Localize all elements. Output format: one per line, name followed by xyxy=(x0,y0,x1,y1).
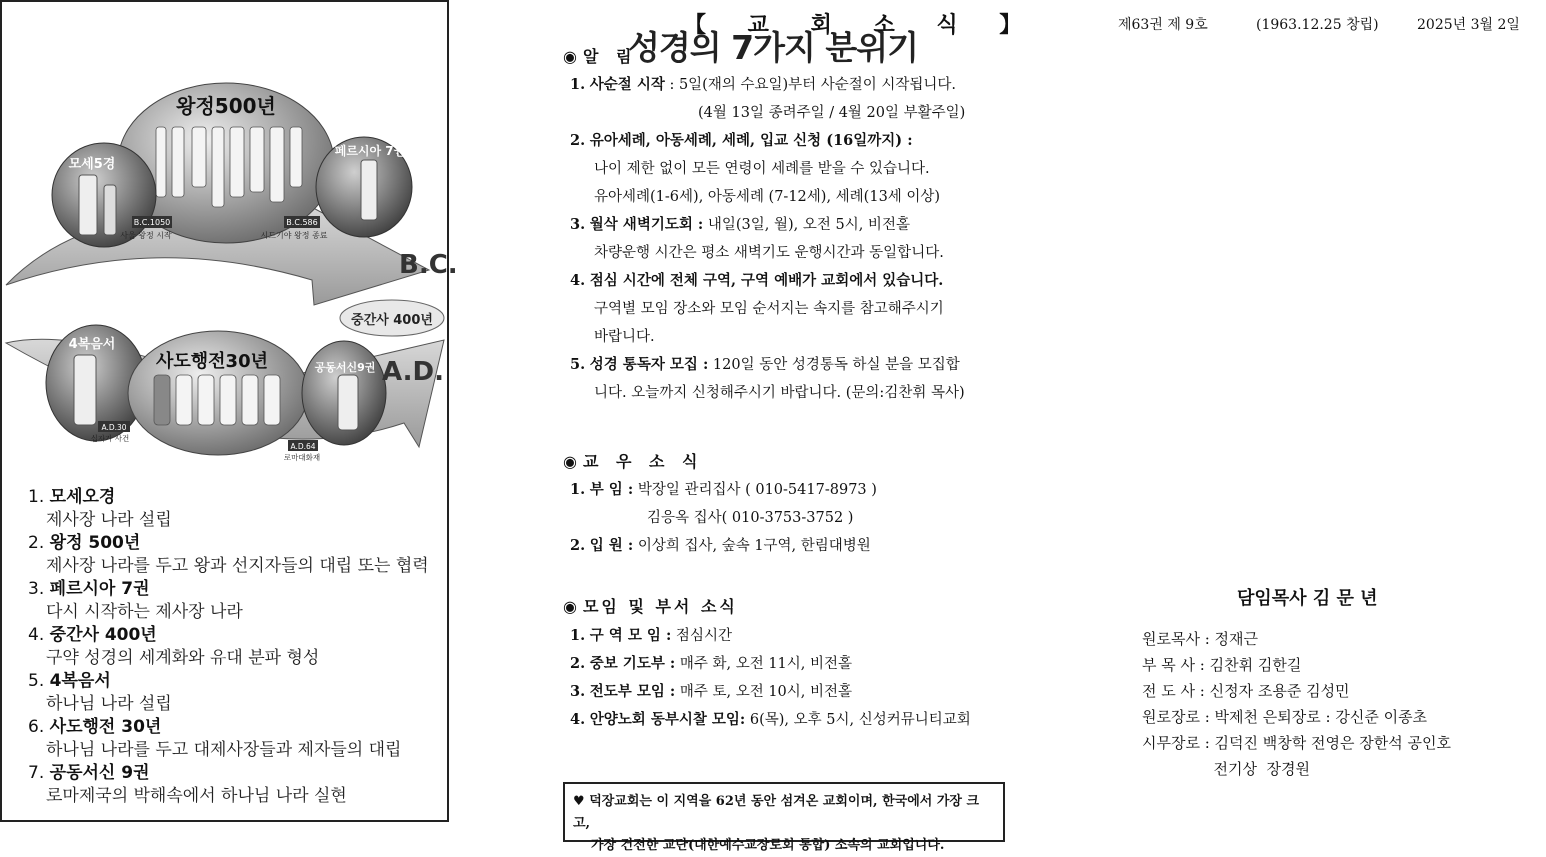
item-title: 성경 통독자 모집 : xyxy=(589,356,709,373)
item-title: 사순절 시작 xyxy=(589,76,665,93)
meeting-item xyxy=(570,622,971,650)
period-number: 7. xyxy=(28,763,45,783)
announcement-item xyxy=(570,351,965,379)
staff-row: 원로장로 : 박제천 은퇴장로 : 강신준 이종초 xyxy=(1142,708,1428,726)
bible-timeline-infographic xyxy=(4,75,458,485)
period-description: 하나님 나라 설립 xyxy=(46,694,172,714)
item-title: 중보 기도부 : xyxy=(589,655,676,672)
tag-bc1050: B.C.1050 xyxy=(133,218,171,227)
period-name: 모세오경 xyxy=(49,487,116,507)
period-number: 4. xyxy=(28,625,45,645)
period-description: 제사장 나라 설립 xyxy=(46,510,172,530)
staff-row: 원로목사 : 정재근 xyxy=(1142,630,1259,648)
period-number: 3. xyxy=(28,579,45,599)
item-number: 3. xyxy=(570,683,586,700)
item-title: 구 역 모 임 : xyxy=(589,627,672,644)
tag-bc586-caption: 시드기야 왕정 종료 xyxy=(260,231,328,240)
staff-row: 시무장로 : 김덕진 백창학 전영은 장한석 공인호 xyxy=(1142,734,1451,752)
period-description: 구약 성경의 세계화와 유대 분파 형성 xyxy=(46,648,320,668)
item-title: 입 원 : xyxy=(589,537,634,554)
item-number: 1. xyxy=(570,627,586,644)
period-number: 2. xyxy=(28,533,45,553)
period-name: 페르시아 7권 xyxy=(49,579,150,599)
period-description: 다시 시작하는 제사장 나라 xyxy=(46,602,243,622)
item-continuation: 구역별 모임 장소와 모임 순서지는 속지를 참고해주시기 xyxy=(594,301,944,317)
item-number: 3. xyxy=(570,216,586,233)
member-item xyxy=(570,476,877,504)
period-item xyxy=(28,578,438,601)
period-item xyxy=(28,762,438,785)
item-number: 2. xyxy=(570,537,586,554)
item-number: 1. xyxy=(570,481,586,498)
acts-label: 사도행전30년 xyxy=(156,351,268,372)
item-title: 전도부 모임 : xyxy=(589,683,676,700)
period-name: 공동서신 9권 xyxy=(49,763,150,783)
heart-icon: ♥ xyxy=(573,794,585,809)
item-continuation: 나이 제한 없이 모든 연령이 세례를 받을 수 있습니다. xyxy=(594,161,930,177)
item-continuation: 니다. 오늘까지 신청해주시기 바랍니다. (문의:김찬휘 목사) xyxy=(594,385,965,401)
intertestament-label: 중간사 400년 xyxy=(351,313,433,328)
gospels-label: 4복음서 xyxy=(68,337,116,352)
persia-label: 페르시아 7권 xyxy=(334,144,406,158)
announcement-item xyxy=(570,127,965,155)
tag-ad64: A.D.64 xyxy=(290,442,316,451)
staff-row: 전기상 장경원 xyxy=(1142,760,1310,778)
issue-date: 2025년 3월 2일 xyxy=(1417,17,1520,33)
members-list xyxy=(570,476,877,560)
item-number: 5. xyxy=(570,356,586,373)
item-text: 박장일 관리집사 ( 010-5417-8973 ) xyxy=(633,482,877,498)
announcements-heading: ◉ 알 림 xyxy=(563,47,638,66)
staff-row: 부 목 사 : 김찬휘 김한길 xyxy=(1142,656,1302,674)
meeting-item xyxy=(570,650,971,678)
item-continuation: 유아세례(1-6세), 아동세례 (7-12세), 세례(13세 이상) xyxy=(594,189,941,205)
item-text: 매주 화, 오전 11시, 비전홀 xyxy=(675,656,853,672)
moses-label: 모세5경 xyxy=(68,157,116,172)
period-item xyxy=(28,624,438,647)
item-title: 부 임 : xyxy=(589,481,634,498)
period-name: 4복음서 xyxy=(49,671,111,691)
period-name: 사도행전 30년 xyxy=(49,717,162,737)
notice-line-1: 덕장교회는 이 지역을 62년 동안 섬겨온 교회이며, 한국에서 가장 크고, xyxy=(573,794,980,831)
announcement-item xyxy=(570,211,965,239)
staff-row: 전 도 사 : 신정자 조용준 김성민 xyxy=(1142,682,1350,700)
item-number: 2. xyxy=(570,132,586,149)
tag-bc1050-caption: 사울 왕정 시작 xyxy=(120,231,172,240)
item-continuation: (4월 13일 종려주일 / 4월 20일 부활주일) xyxy=(698,105,966,121)
item-number: 4. xyxy=(570,711,586,728)
bc-label: B.C. xyxy=(399,250,458,280)
tag-ad30: A.D.30 xyxy=(101,423,127,432)
item-number: 4. xyxy=(570,272,586,289)
period-number: 5. xyxy=(28,671,45,691)
infographic-title: 성경의 7가지 분위기 xyxy=(628,28,918,67)
epistles-label: 공동서신9권 xyxy=(314,361,376,374)
period-name: 중간사 400년 xyxy=(49,625,157,645)
item-text: 매주 토, 오전 10시, 비전홀 xyxy=(675,684,853,700)
meeting-item xyxy=(570,678,971,706)
period-item xyxy=(28,532,438,555)
item-number: 1. xyxy=(570,76,586,93)
meetings-list xyxy=(570,622,971,734)
period-item xyxy=(28,670,438,693)
period-item xyxy=(28,716,438,739)
item-text: 6(목), 오후 5시, 신성커뮤니티교회 xyxy=(745,712,971,728)
period-name: 왕정 500년 xyxy=(49,533,141,553)
church-news-title: 【 교 회 소 식 】 xyxy=(684,12,1039,38)
item-number: 2. xyxy=(570,655,586,672)
tag-ad64-caption: 로마대화재 xyxy=(283,453,321,462)
tag-ad30-caption: 십자가 사건 xyxy=(90,434,130,443)
notice-line-2: 가장 건전한 교단(대한예수교장로회 통합) 소속의 교회입니다. xyxy=(591,838,945,853)
period-item xyxy=(28,486,438,509)
kingdom-label: 왕정500년 xyxy=(176,94,276,118)
period-description: 제사장 나라를 두고 왕과 선지자들의 대립 또는 협력 xyxy=(46,556,429,576)
ad-label: A.D. xyxy=(382,357,444,387)
volume-number: 제63권 제 9호 xyxy=(1118,17,1208,33)
item-text: : 5일(재의 수요일)부터 사순절이 시작됩니다. xyxy=(664,77,957,93)
item-title: 점심 시간에 전체 구역, 구역 예배가 교회에서 있습니다. xyxy=(589,272,944,289)
item-continuation: 김응옥 집사( 010-3753-3752 ) xyxy=(647,510,854,526)
period-description: 하나님 나라를 두고 대제사장들과 제자들의 대립 xyxy=(46,740,402,760)
announcement-item xyxy=(570,267,965,295)
period-list xyxy=(28,486,438,808)
members-heading: ◉ 교 우 소 식 xyxy=(563,452,704,471)
item-text: 점심시간 xyxy=(671,628,732,644)
announcements-list xyxy=(570,71,965,407)
item-text: 120일 동안 성경통독 하실 분을 모집합 xyxy=(708,357,960,373)
item-continuation: 바랍니다. xyxy=(594,329,655,345)
senior-pastor: 담임목사 김 문 년 xyxy=(1237,588,1378,609)
period-number: 6. xyxy=(28,717,45,737)
announcement-item xyxy=(570,71,965,99)
meeting-item xyxy=(570,706,971,734)
meetings-heading: ◉ 모임 및 부서 소식 xyxy=(563,597,738,616)
item-text: 이상희 집사, 숲속 1구역, 한림대병원 xyxy=(633,538,871,554)
tag-bc586: B.C.586 xyxy=(286,218,318,227)
period-number: 1. xyxy=(28,487,45,507)
member-item xyxy=(570,532,877,560)
item-title: 유아세례, 아동세례, 세례, 입교 신청 (16일까지) : xyxy=(589,132,913,149)
item-title: 안양노회 동부시찰 모임: xyxy=(589,711,746,728)
item-continuation: 차량운행 시간은 평소 새벽기도 운행시간과 동일합니다. xyxy=(594,245,944,261)
item-title: 월삭 새벽기도회 : xyxy=(589,216,704,233)
period-description: 로마제국의 박해속에서 하나님 나라 실현 xyxy=(46,786,347,806)
founded-date: (1963.12.25 창립) xyxy=(1256,17,1379,33)
church-notice-box xyxy=(563,782,1005,853)
item-text: 내일(3일, 월), 오전 5시, 비전홀 xyxy=(703,217,910,233)
